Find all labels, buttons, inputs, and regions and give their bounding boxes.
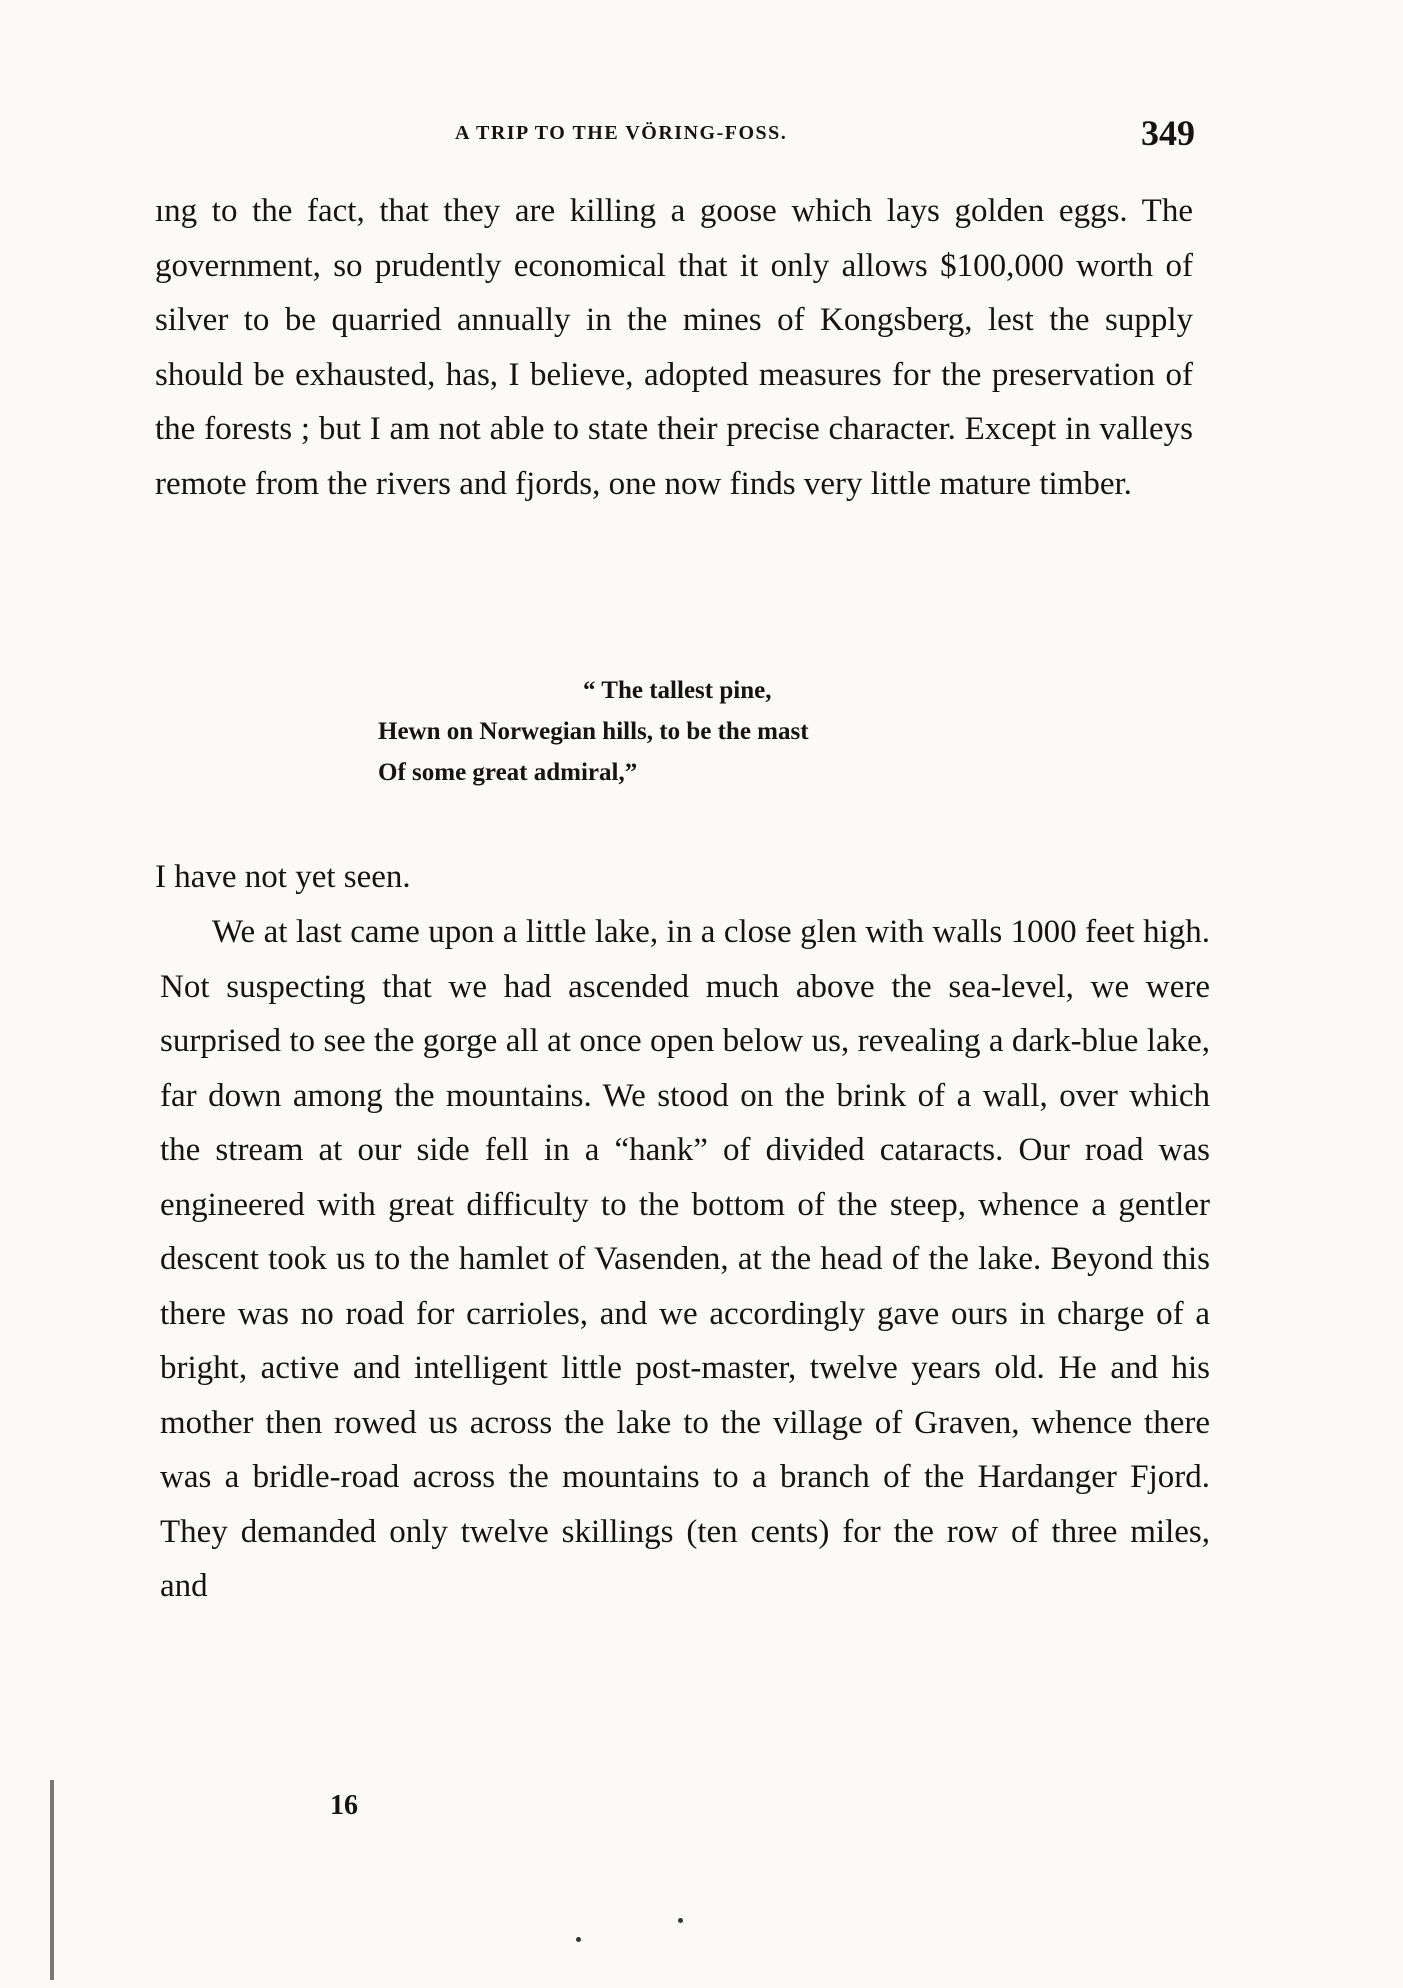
paragraph-text: I have not yet seen. <box>155 859 411 895</box>
paragraph-not-yet-seen <box>155 850 1193 905</box>
running-head <box>155 112 1195 162</box>
paragraph-forest-preservation <box>155 184 1193 511</box>
running-title: A TRIP TO THE VÖRING-FOSS. <box>455 122 788 144</box>
binding-edge-shadow <box>50 1780 54 1980</box>
paragraph-lake-journey <box>160 905 1210 1614</box>
speck-mark <box>576 1937 581 1942</box>
paragraph-text: We at last came upon a little lake, in a close glen with walls 1000 feet high. Not suspecting that we had ascended much above the sea-level, we were surprised to see the gorge all at once open below us, revealing a dark-blue lake, far down among the mountains. We stood on the brink of a wall, over which the stream at our side fell in a “hank” of divided cataracts. Our road was engineered with great difficulty to the bottom of the steep, whence a gentler descent took us to the hamlet of Vasenden, at the head of the lake. Beyond this there was no road for carrioles, and we accordingly gave ours in charge of a bright, active and intelligent little post-master, twelve years old. He and his mother then rowed us across the lake to the village of Graven, whence there was a bridle-road across the mountains to a branch of the Hardanger Fjord. They demanded only twelve skillings (ten cents) for the row of three miles, and <box>160 914 1210 1604</box>
quote-line-2: Hewn on Norwegian hills, to be the mast <box>378 718 809 745</box>
speck-mark <box>678 1918 683 1923</box>
quote-line-1: “ The tallest pine, <box>583 677 772 704</box>
paragraph-text: ıng to the fact, that they are killing a goose which lays golden eggs. The government, so prudently economical that it only allows $100,000 worth of silver to be quarried annually in the mines of Kongsberg, lest the supply should be exhausted, has, I believe, adopted measures for the preservation of the forests ; but I am not able to state their precise character. Except in valleys remote from the rivers and fjords, one now finds very little mature timber. <box>155 193 1193 502</box>
block-quote <box>378 670 998 793</box>
page-number: 349 <box>1141 113 1195 153</box>
quote-line-3: Of some great admiral,” <box>378 759 638 786</box>
signature-mark: 16 <box>330 1790 358 1821</box>
